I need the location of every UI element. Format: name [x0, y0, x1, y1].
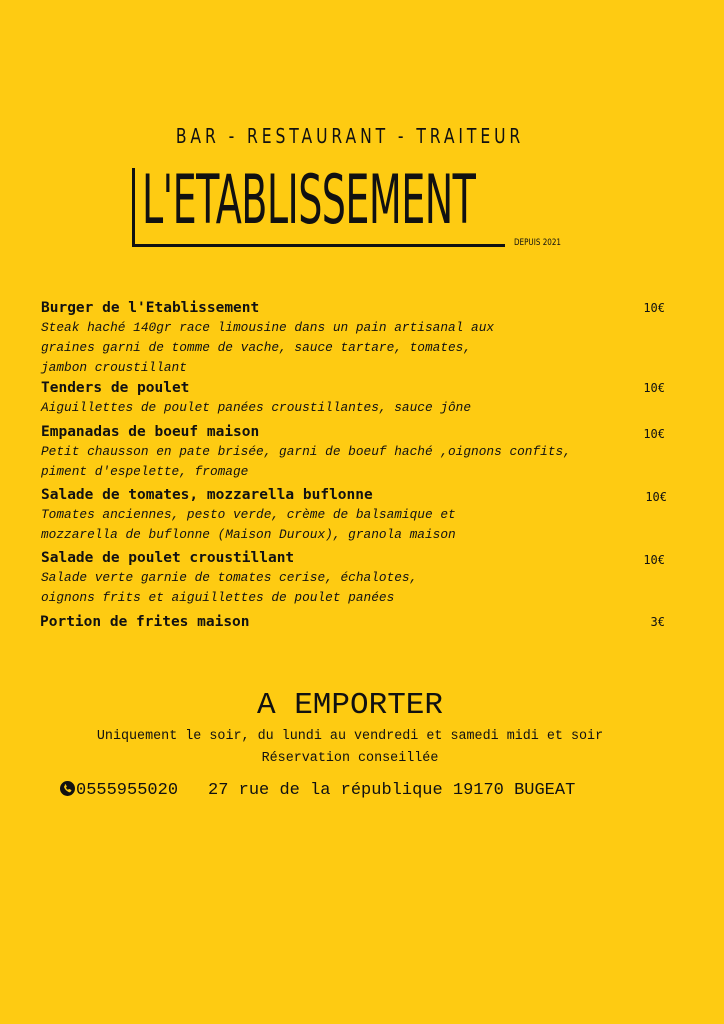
item-name: Portion de frites maison: [40, 614, 250, 630]
menu-item: [41, 298, 671, 378]
item-name: Empanadas de boeuf maison: [41, 424, 260, 440]
reservation-note: Réservation conseillée: [261, 751, 439, 766]
menu-item: [40, 612, 670, 632]
item-name: Burger de l'Etablissement: [41, 300, 260, 316]
item-name: Salade de poulet croustillant: [41, 550, 295, 566]
description-line: Petit chausson en pate brisée, garni de boeuf haché ,oignons confits,: [41, 444, 571, 459]
description-line: Tomates anciennes, pesto verde, crème de balsamique et: [41, 507, 456, 522]
item-price: 10€: [643, 553, 665, 567]
description-line: piment d'espelette, fromage: [41, 464, 249, 479]
item-price: 10€: [643, 427, 665, 441]
item-description: [41, 318, 545, 378]
description-line: oignons frits et aiguillettes de poulet panées: [41, 590, 395, 605]
address: 27 rue de la république 19170 BUGEAT: [208, 781, 576, 800]
since-label: DEPUIS 2021: [514, 238, 562, 248]
item-price: 10€: [645, 490, 667, 504]
item-description: [41, 505, 520, 545]
item-price: 10€: [643, 381, 665, 395]
brand-logo: [132, 160, 572, 256]
description-line: graines garni de tomme de vache, sauce tartare, tomates,: [41, 340, 472, 355]
phone-icon: [60, 781, 75, 805]
description-line: mozzarella de buflonne (Maison Duroux), granola maison: [41, 527, 456, 542]
menu-item: [41, 422, 671, 482]
takeaway-title: A EMPORTER: [256, 688, 444, 723]
takeaway-hours: Uniquement le soir, du lundi au vendredi et samedi midi et soir: [96, 729, 604, 744]
item-description: [41, 568, 493, 608]
menu-item: [41, 485, 671, 545]
description-line: Salade verte garnie de tomates cerise, échalotes,: [41, 570, 418, 585]
description-line: Steak haché 140gr race limousine dans un pain artisanal aux: [41, 320, 495, 335]
item-price: 3€: [650, 615, 665, 629]
item-name: Tenders de poulet: [41, 380, 190, 396]
menu-item: [41, 378, 671, 418]
item-name: Salade de tomates, mozzarella buflonne: [41, 487, 373, 503]
brand-name: L'ETABLISSEMENT: [142, 161, 476, 240]
takeaway-section: [0, 686, 700, 770]
item-price: 10€: [643, 301, 665, 315]
item-description: [41, 398, 631, 418]
menu-item: [41, 548, 671, 608]
item-description: [41, 442, 631, 482]
contact-line: [60, 779, 575, 805]
description-line: Aiguillettes de poulet panées croustillantes, sauce jône: [41, 400, 472, 415]
tagline: BAR - RESTAURANT - TRAITEUR: [175, 124, 525, 148]
phone-number[interactable]: 0555955020: [76, 781, 179, 800]
description-line: jambon croustillant: [41, 360, 187, 375]
